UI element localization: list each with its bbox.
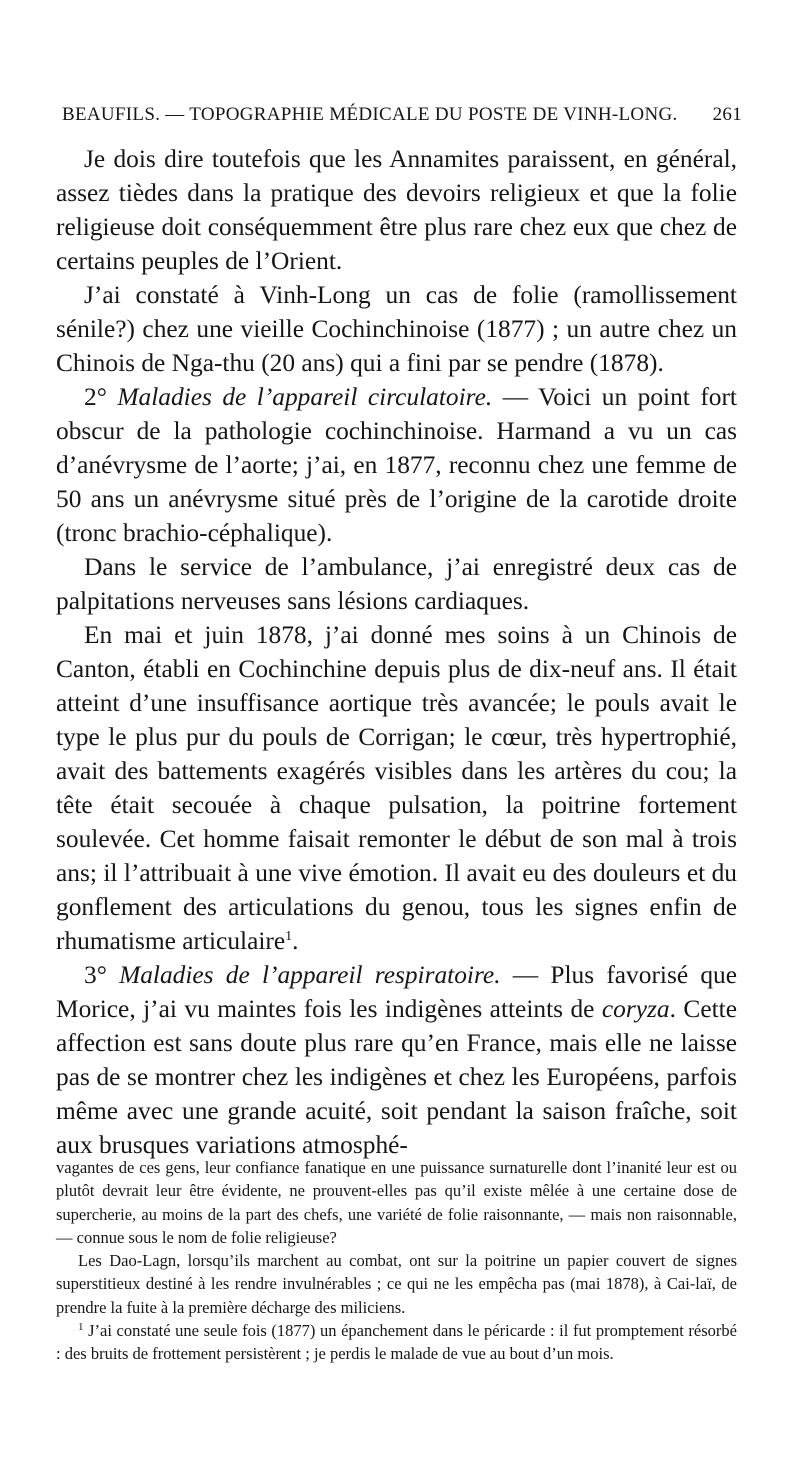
footnote-text: J’ai constaté une seule fois (1877) un épanchement dans le péricarde : il fut promptement résorbé : des bruits de frottement persistèrent ; je perdis le malade de vue au bout d’un mois. xyxy=(56,1321,737,1364)
paragraph-canton-case xyxy=(56,618,737,958)
main-text xyxy=(56,142,737,1162)
footnote-1 xyxy=(56,1319,737,1366)
running-header xyxy=(62,104,742,126)
paragraph-vinh-long-cases: J’ai constaté à Vinh-Long un cas de folie (ramollissement sénile?) chez une vieille Cochinchinoise (1877) ; un autre chez un Chinois de Nga-thu (20 ans) qui a fini par se pendre (1878). xyxy=(56,281,737,377)
section-text: — Plus favorisé que Morice, j’ai vu maintes fois les indigènes atteints de xyxy=(56,961,737,1023)
section-respiratory xyxy=(56,958,737,1162)
section-number: 3° xyxy=(84,961,120,989)
paragraph-religious-madness: Je dois dire toutefois que les Annamites paraissent, en général, assez tièdes dans la pratique des devoirs religieux et que la folie religieuse doit conséquemment être plus rare chez eux que chez de certains peuples de l’Orient. xyxy=(56,145,737,275)
paragraph-end: . xyxy=(292,927,299,955)
paragraph-palpitations: Dans le service de l’ambulance, j’ai enregistré deux cas de palpitations nerveuses sans lésions cardiaques. xyxy=(56,553,737,615)
footnote-dao-lagn: Les Dao-Lagn, lorsqu’ils marchent au combat, ont sur la poitrine un papier couvert de signes superstitieux destiné à les rendre invulnérables ; ce qui ne les empêcha pas (mai 1878), à Cai-laï, de prendre la fuite à la première décharge des miliciens. xyxy=(56,1251,737,1317)
footnote-mark: 1 xyxy=(78,1321,84,1334)
footnotes xyxy=(56,1156,737,1366)
section-text-continued: . Cette affection est sans doute plus rare qu’en France, mais elle ne laisse pas de se montrer chez les indigènes et chez les Européens, parfois même avec une grande acuité, soit pendant la saison fraîche, soit aux brusques variations atmosphé- xyxy=(56,995,737,1159)
page-number: 261 xyxy=(712,104,742,125)
term-coryza: coryza xyxy=(601,995,670,1023)
footnote-ref: 1 xyxy=(285,929,293,944)
section-title: Maladies de l’appareil circulatoire. xyxy=(117,383,493,411)
section-title: Maladies de l’appareil respiratoire. xyxy=(119,961,501,989)
running-title: BEAUFILS. — TOPOGRAPHIE MÉDICALE DU POSTE DE VINH-LONG. xyxy=(62,104,678,125)
section-number: 2° xyxy=(84,383,118,411)
footnote-continuation: vagantes de ces gens, leur confiance fanatique en une puissance surnaturelle dont l’inanité leur est ou plutôt devrait leur être évidente, ne prouvent-elles pas qu’il existe mêlée à une certaine dose de supercherie, au moins de la part des chefs, une variété de folie raisonnante, — mais non raisonnable, — connue sous le nom de folie religieuse? xyxy=(56,1158,737,1247)
section-text: — Voici un point fort obscur de la pathologie cochinchinoise. Harmand a vu un cas d’anévrysme de l’aorte; j’ai, en 1877, reconnu chez une femme de 50 ans un anévrysme situé près de l’origine de la carotide droite (tronc brachio-céphalique). xyxy=(56,383,737,547)
section-circulatory xyxy=(56,380,737,550)
paragraph-text: En mai et juin 1878, j’ai donné mes soins à un Chinois de Canton, établi en Cochinchine depuis plus de dix-neuf ans. Il était atteint d’une insuffisance aortique très avancée; le pouls avait le type le plus pur du pouls de Corrigan; le cœur, très hypertrophié, avait des battements exagérés visibles dans les artères du cou; la tête était secouée à chaque pulsation, la poitrine fortement soulevée. Cet homme faisait remonter le début de son mal à trois ans; il l’attribuait à une vive émotion. Il avait eu des douleurs et du gonflement des articulations du genou, tous les signes enfin de rhumatisme articulaire xyxy=(56,621,737,955)
